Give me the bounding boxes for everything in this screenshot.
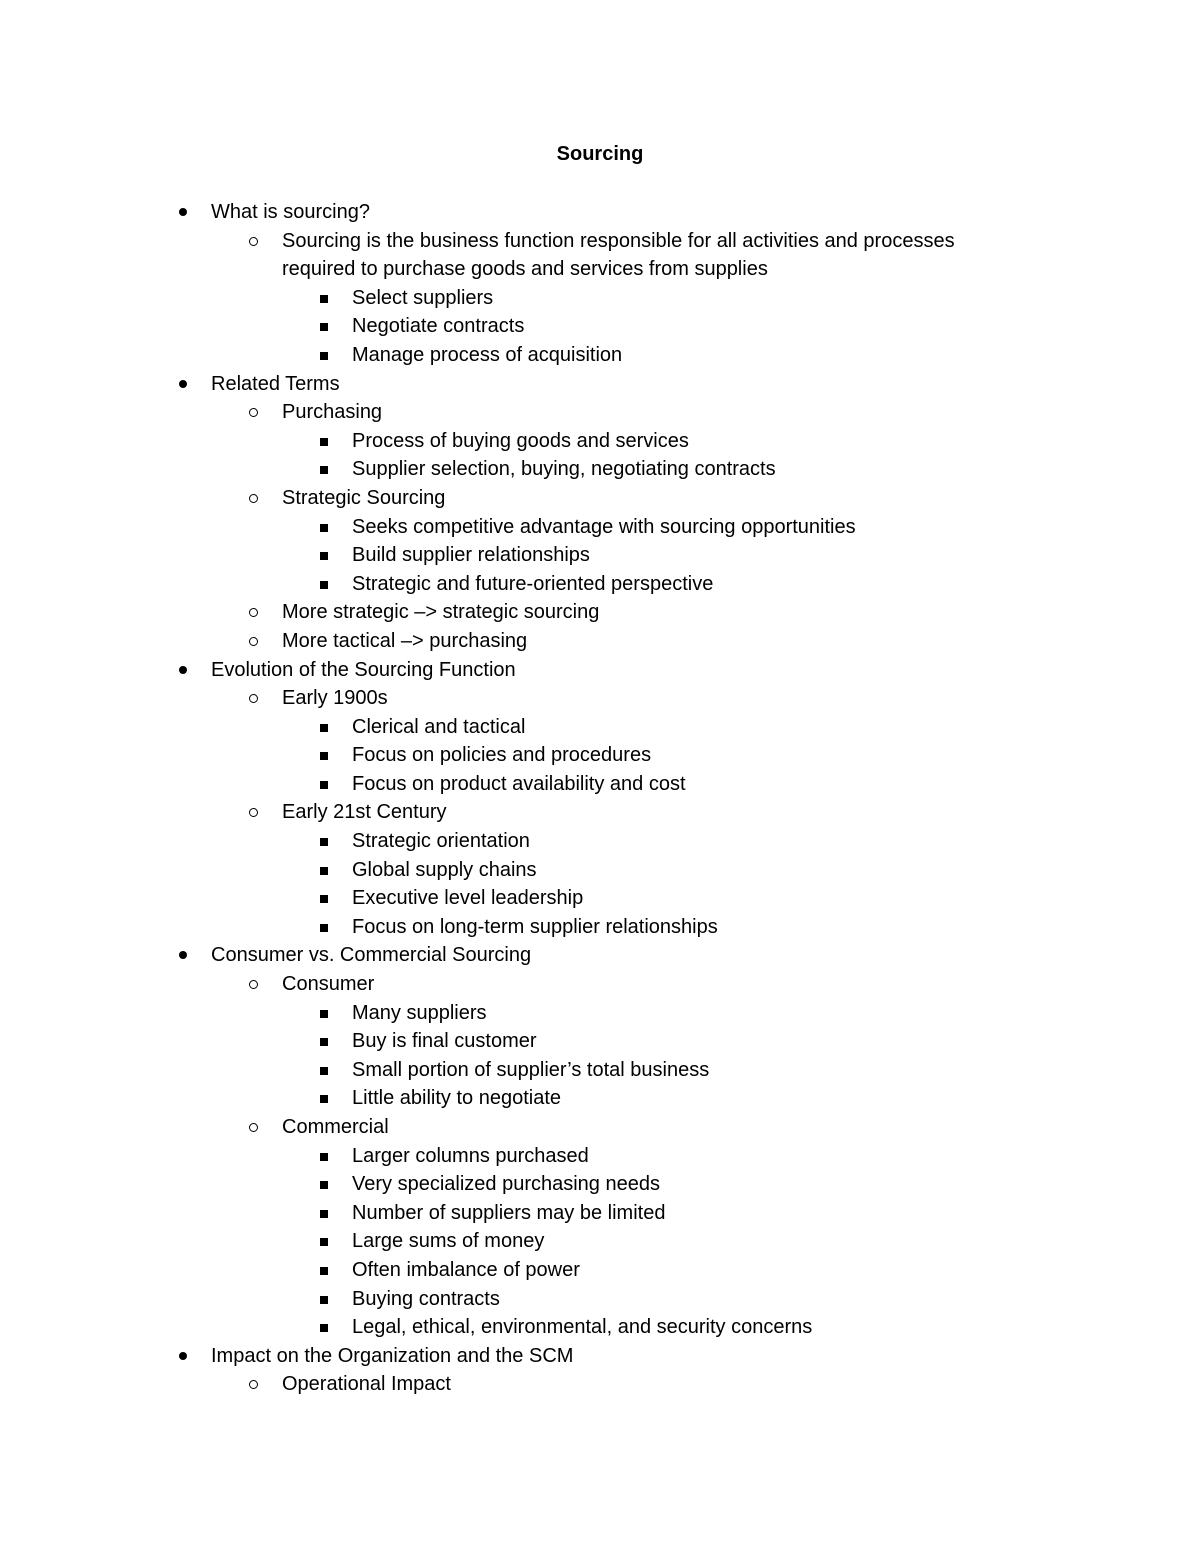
list-item-text: Consumer vs. Commercial Sourcing xyxy=(211,944,532,967)
list-item-text: Commercial xyxy=(282,1116,389,1138)
square-bullet-icon xyxy=(320,1181,328,1189)
square-bullet-icon xyxy=(320,895,328,903)
list-item-level-2 xyxy=(0,1370,1012,1399)
circle-bullet-icon xyxy=(249,494,258,503)
list-item-level-3 xyxy=(0,1285,1200,1314)
list-item-level-3 xyxy=(0,1227,1200,1256)
disc-bullet-icon xyxy=(179,666,187,674)
square-bullet-icon xyxy=(320,1324,328,1332)
list-item-text: What is sourcing? xyxy=(211,201,370,223)
list-item-text: Many suppliers xyxy=(352,1001,487,1024)
list-item-level-3 xyxy=(0,1170,1200,1199)
list-item-text: Evolution of the Sourcing Function xyxy=(211,658,516,681)
list-item-text: More strategic –> strategic sourcing xyxy=(282,601,600,624)
list-item-text: Little ability to negotiate xyxy=(352,1087,562,1110)
list-item-level-3 xyxy=(0,541,1200,570)
list-item-text: Global supply chains xyxy=(352,858,537,881)
list-item-level-3 xyxy=(0,1084,1200,1113)
list-item-level-3 xyxy=(0,1199,1200,1228)
list-item-level-1 xyxy=(0,656,1200,685)
list-item-level-3 xyxy=(0,856,1200,885)
square-bullet-icon xyxy=(320,1238,328,1246)
list-item-level-3 xyxy=(0,913,1200,942)
list-item-level-2 xyxy=(0,627,1012,656)
square-bullet-icon xyxy=(320,1210,328,1218)
list-item-level-3 xyxy=(0,999,1200,1028)
list-item-text: Related Terms xyxy=(211,372,340,395)
square-bullet-icon xyxy=(320,1296,328,1304)
list-item-text: Very specialized purchasing needs xyxy=(352,1173,660,1196)
circle-bullet-icon xyxy=(249,1123,258,1132)
list-item-text: Seeks competitive advantage with sourcing opportunities xyxy=(352,515,856,538)
list-item-level-3 xyxy=(0,884,1200,913)
square-bullet-icon xyxy=(320,466,328,474)
list-item-level-1 xyxy=(0,198,1200,227)
list-item-level-2 xyxy=(0,484,1012,513)
list-item-level-3 xyxy=(0,570,1200,599)
square-bullet-icon xyxy=(320,581,328,589)
list-item-text: Large sums of money xyxy=(352,1230,545,1253)
square-bullet-icon xyxy=(320,867,328,875)
list-item-level-3 xyxy=(0,1142,1200,1171)
square-bullet-icon xyxy=(320,295,328,303)
list-item-text: Focus on policies and procedures xyxy=(352,744,652,767)
list-item-level-3 xyxy=(0,1027,1200,1056)
list-item-text: Focus on product availability and cost xyxy=(352,772,686,795)
list-item-text: Operational Impact xyxy=(282,1373,451,1396)
page-title: Sourcing xyxy=(556,143,644,165)
list-item-text: Strategic orientation xyxy=(352,830,530,853)
disc-bullet-icon xyxy=(179,951,187,959)
square-bullet-icon xyxy=(320,781,328,789)
square-bullet-icon xyxy=(320,1067,328,1075)
list-item-text: Supplier selection, buying, negotiating contracts xyxy=(352,458,776,481)
list-item-level-1 xyxy=(0,1342,1200,1371)
list-item-text: More tactical –> purchasing xyxy=(282,629,528,652)
list-item-text: Buy is final customer xyxy=(352,1030,537,1053)
circle-bullet-icon xyxy=(249,408,258,417)
list-item-text: Early 1900s xyxy=(282,687,388,710)
list-item-text: Legal, ethical, environmental, and security concerns xyxy=(352,1316,813,1339)
square-bullet-icon xyxy=(320,1267,328,1275)
disc-bullet-icon xyxy=(179,1352,187,1360)
list-item-level-2 xyxy=(0,398,1012,427)
list-item-level-2 xyxy=(0,684,1012,713)
circle-bullet-icon xyxy=(249,1380,258,1389)
list-item-text: Consumer xyxy=(282,973,375,996)
list-item-level-3 xyxy=(0,312,1200,341)
square-bullet-icon xyxy=(320,352,328,360)
list-item-level-2 xyxy=(0,227,1012,284)
list-item-text: Impact on the Organization and the SCM xyxy=(211,1344,574,1367)
square-bullet-icon xyxy=(320,1095,328,1103)
list-item-text: Larger columns purchased xyxy=(352,1144,589,1167)
list-item-level-1 xyxy=(0,370,1200,399)
list-item-text: Number of suppliers may be limited xyxy=(352,1201,666,1224)
list-item-level-3 xyxy=(0,713,1200,742)
circle-bullet-icon xyxy=(249,694,258,703)
square-bullet-icon xyxy=(320,924,328,932)
list-item-level-2 xyxy=(0,598,1012,627)
list-item-level-2 xyxy=(0,970,1012,999)
list-item-level-2 xyxy=(0,798,1012,827)
list-item-text: Sourcing is the business function responsible for all activities and processes required to purchase goods and services from supplies xyxy=(282,229,955,281)
circle-bullet-icon xyxy=(249,237,258,246)
list-item-text: Process of buying goods and services xyxy=(352,429,689,452)
list-item-text: Executive level leadership xyxy=(352,887,584,910)
bulleted-outline xyxy=(0,198,1200,1399)
list-item-text: Often imbalance of power xyxy=(352,1258,580,1281)
list-item-level-3 xyxy=(0,427,1200,456)
list-item-level-3 xyxy=(0,827,1200,856)
list-item-text: Purchasing xyxy=(282,401,383,424)
square-bullet-icon xyxy=(320,323,328,331)
list-item-text: Focus on long-term supplier relationships xyxy=(352,915,718,938)
list-item-text: Small portion of supplier’s total business xyxy=(352,1058,710,1081)
square-bullet-icon xyxy=(320,1038,328,1046)
circle-bullet-icon xyxy=(249,637,258,646)
list-item-text: Buying contracts xyxy=(352,1287,500,1310)
list-item-text: Strategic Sourcing xyxy=(282,486,446,509)
disc-bullet-icon xyxy=(179,380,187,388)
list-item-text: Manage process of acquisition xyxy=(352,343,623,366)
circle-bullet-icon xyxy=(249,608,258,617)
square-bullet-icon xyxy=(320,438,328,446)
list-item-text: Strategic and future-oriented perspective xyxy=(352,572,714,595)
square-bullet-icon xyxy=(320,752,328,760)
list-item-level-3 xyxy=(0,341,1200,370)
list-item-level-3 xyxy=(0,1056,1200,1085)
circle-bullet-icon xyxy=(249,980,258,989)
list-item-level-3 xyxy=(0,770,1200,799)
list-item-level-3 xyxy=(0,1256,1200,1285)
disc-bullet-icon xyxy=(179,208,187,216)
list-item-level-3 xyxy=(0,455,1200,484)
list-item-level-1 xyxy=(0,941,1200,970)
square-bullet-icon xyxy=(320,724,328,732)
list-item-text: Build supplier relationships xyxy=(352,544,590,567)
square-bullet-icon xyxy=(320,1010,328,1018)
list-item-text: Negotiate contracts xyxy=(352,315,525,338)
square-bullet-icon xyxy=(320,552,328,560)
list-item-level-2 xyxy=(0,1113,1012,1142)
list-item-level-3 xyxy=(0,1313,1200,1342)
square-bullet-icon xyxy=(320,524,328,532)
circle-bullet-icon xyxy=(249,808,258,817)
list-item-text: Select suppliers xyxy=(352,286,494,309)
list-item-level-3 xyxy=(0,741,1200,770)
list-item-level-3 xyxy=(0,284,1200,313)
list-item-text: Early 21st Century xyxy=(282,801,447,824)
square-bullet-icon xyxy=(320,1153,328,1161)
list-item-level-3 xyxy=(0,513,1200,542)
square-bullet-icon xyxy=(320,838,328,846)
list-item-text: Clerical and tactical xyxy=(352,715,526,738)
